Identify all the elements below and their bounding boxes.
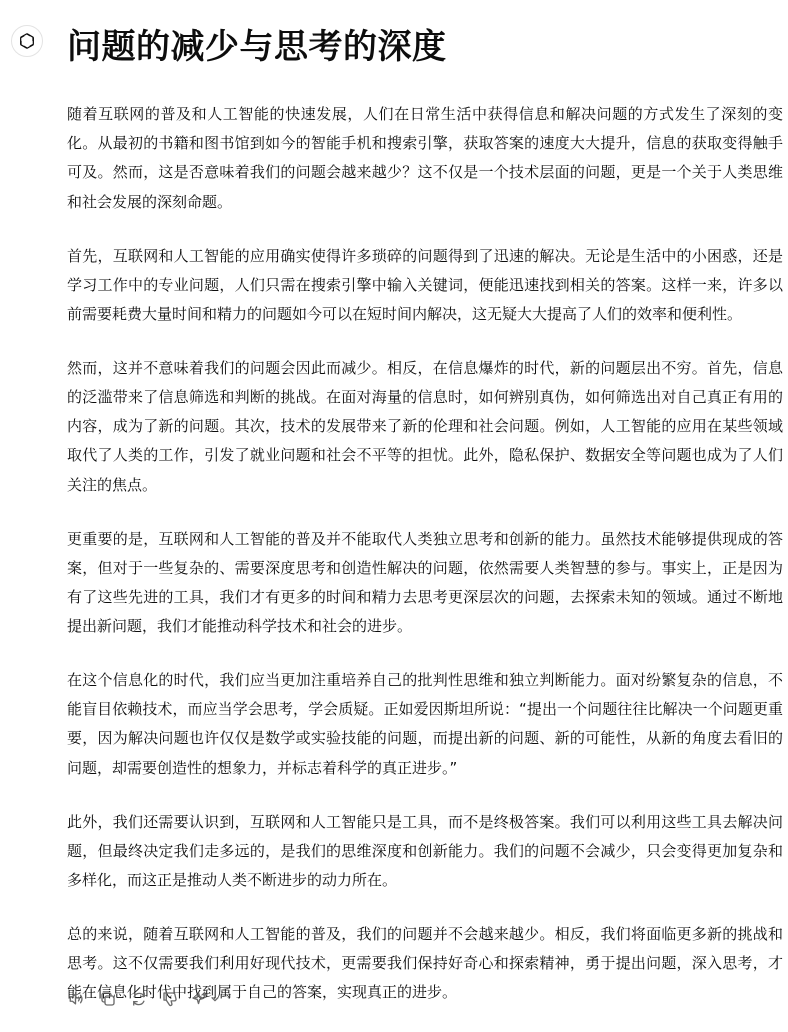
paragraph: 在这个信息化的时代，我们应当更加注重培养自己的批判性思维和独立判断能力。面对纷繁复杂的信息，不能盲目依赖技术，而应当学会思考，学会质疑。正如爱因斯坦所说：“提出一个问题往往比解决一个问题更重要，因为解决问题也许仅仅是数学或实验技能的问题，而提出新的问题、新的可能性，从新的角度去看旧的问题，却需要创造性的想象力，并标志着科学的真正进步。” (67, 671, 783, 777)
article-body (67, 100, 783, 1007)
article-title: 问题的减少与思考的深度 (67, 27, 447, 67)
message-actions-bar (64, 988, 222, 1010)
read-aloud-button[interactable] (64, 988, 90, 1010)
regenerate-button[interactable] (126, 988, 152, 1010)
paragraph: 然而，这并不意味着我们的问题会因此而减少。相反，在信息爆炸的时代，新的问题层出不穷。首先，信息的泛滥带来了信息筛选和判断的挑战。在面对海量的信息时，如何辨别真伪，如何筛选出对自己真正有用的内容，成为了新的问题。其次，技术的发展带来了新的伦理和社会问题。例如，人工智能的应用在某些领域取代了人类的工作，引发了就业问题和社会不平等的担忧。此外，隐私保护、数据安全等问题也成为了人们关注的焦点。 (67, 358, 783, 494)
sparkle-model-icon (191, 990, 209, 1008)
switch-model-button[interactable] (188, 988, 222, 1010)
paragraph: 首先，互联网和人工智能的应用确实使得许多琐碎的问题得到了迅速的解决。无论是生活中的小困惑，还是学习工作中的专业问题，人们只需在搜索引擎中输入关键词，便能迅速找到相关的答案。这样一来，许多以前需要耗费大量时间和精力的问题如今可以在短时间内解决，这无疑大大提高了人们的效率和便利性。 (67, 246, 783, 323)
paragraph: 更重要的是，互联网和人工智能的普及并不能取代人类独立思考和创新的能力。虽然技术能够提供现成的答案，但对于一些复杂的、需要深度思考和创造性解决的问题，依然需要人类智慧的参与。事实上，正是因为有了这些先进的工具，我们才有更多的时间和精力去思考更深层次的问题，去探索未知的领域。通过不断地提出新问题，我们才能推动科学技术和社会的进步。 (67, 529, 783, 636)
assistant-avatar (11, 25, 43, 57)
paragraph: 随着互联网的普及和人工智能的快速发展，人们在日常生活中获得信息和解决问题的方式发生了深刻的变化。从最初的书籍和图书馆到如今的智能手机和搜索引擎，获取答案的速度大大提升，信息的获取变得触手可及。然而，这是否意味着我们的问题会越来越少？这不仅是一个技术层面的问题，更是一个关于人类思维和社会发展的深刻命题。 (67, 105, 783, 211)
thumbs-down-button[interactable] (157, 988, 183, 1010)
openai-logo-icon (17, 31, 37, 51)
paragraph: 总的来说，随着互联网和人工智能的普及，我们的问题并不会越来越少。相反，我们将面临更多新的挑战和思考。这不仅需要我们利用好现代技术，更需要我们保持好奇心和探索精神，勇于提出问题，深入思考，才能在信息化时代中找到属于自己的答案，实现真正的进步。 (67, 924, 783, 1002)
regenerate-icon (130, 990, 148, 1008)
thumbs-down-icon (161, 990, 179, 1008)
chevron-down-icon (210, 994, 220, 1004)
paragraph: 此外，我们还需要认识到，互联网和人工智能只是工具，而不是终极答案。我们可以利用这些工具去解决问题，但最终决定我们走多远的，是我们的思维深度和创新能力。我们的问题不会减少，只会变得更加复杂和多样化，而这正是推动人类不断进步的动力所在。 (67, 812, 783, 889)
copy-icon (99, 990, 117, 1008)
read-aloud-icon (68, 990, 86, 1008)
assistant-message (67, 24, 783, 1007)
copy-button[interactable] (95, 988, 121, 1010)
